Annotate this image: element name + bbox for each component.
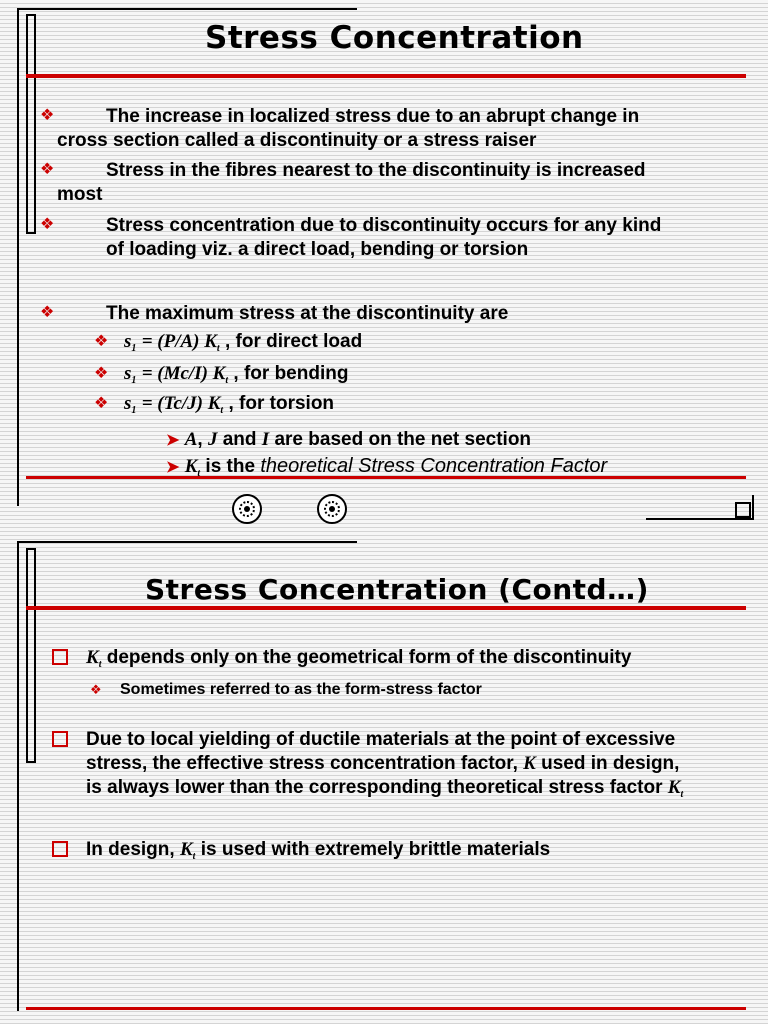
slide1-title-rule: [26, 74, 746, 78]
formula-torsion: $s_1 = (Tc/J)$ $K_t$ , for torsion: [124, 393, 335, 416]
red-diamond-bullet-icon: ❖: [94, 333, 109, 350]
slide2-item1: $K_t$ depends only on the geometrical form of the discontinuity: [86, 647, 632, 670]
red-square-bullet-icon: [52, 841, 68, 857]
red-diamond-bullet-icon: ❖: [90, 682, 102, 697]
institute-emblem-icon: [317, 494, 347, 524]
slide1-bullet3-line1: Stress concentration due to discontinuity occurs for any kind: [106, 215, 662, 236]
slide2-bottom-rule: [26, 1007, 746, 1010]
slide2-title-rule: [26, 606, 746, 610]
slide1-bullet2-line2: most: [57, 184, 103, 205]
red-diamond-bullet-icon: ❖: [40, 304, 55, 321]
slide2-item2-line3: is always lower than the corresponding theoretical stress factor $K_t$: [86, 777, 684, 800]
red-arrow-bullet-icon: ➤: [166, 432, 180, 449]
red-diamond-bullet-icon: ❖: [40, 161, 55, 178]
slide2-item3: In design, $K_t$ is used with extremely brittle materials: [86, 839, 551, 862]
corner-box: [735, 502, 751, 518]
slide1-bullet1-line2: cross section called a discontinuity or a stress raiser: [57, 130, 537, 151]
red-square-bullet-icon: [52, 649, 68, 665]
slide1-title: Stress Concentration: [205, 20, 584, 56]
red-arrow-bullet-icon: ➤: [166, 459, 180, 476]
note-net-section: ➤ A, J and I are based on the net section: [166, 429, 532, 450]
slide1-bullet1-line1: The increase in localized stress due to an abrupt change in: [106, 106, 640, 127]
slide1-bullet2-line1: Stress in the fibres nearest to the discontinuity is increased: [106, 160, 646, 181]
slide2-item2-line1: Due to local yielding of ductile materials at the point of excessive: [86, 729, 676, 750]
formula-bending: $s_1 = (Mc/I)$ $K_t$ , for bending: [124, 363, 349, 386]
slide1-bullet3-line2: of loading viz. a direct load, bending or torsion: [106, 239, 529, 260]
slide2-title: Stress Concentration (Contd…): [145, 573, 649, 606]
red-diamond-bullet-icon: ❖: [94, 395, 109, 412]
red-square-bullet-icon: [52, 731, 68, 747]
red-diamond-bullet-icon: ❖: [40, 216, 55, 233]
institute-emblem-icon: [232, 494, 262, 524]
slide1-bullet4-line1: The maximum stress at the discontinuity are: [106, 303, 509, 324]
formula-direct-load: $s_1 = (P/A)$ $K_t$ , for direct load: [124, 331, 363, 354]
red-diamond-bullet-icon: ❖: [94, 365, 109, 382]
red-diamond-bullet-icon: ❖: [40, 107, 55, 124]
slide2-item2-line2: stress, the effective stress concentration factor, K used in design,: [86, 753, 680, 774]
note-kt-definition: ➤ $K_t$ is the theoretical Stress Concentration Factor: [166, 455, 608, 479]
slide2-item1-sub: Sometimes referred to as the form-stress factor: [120, 681, 482, 698]
